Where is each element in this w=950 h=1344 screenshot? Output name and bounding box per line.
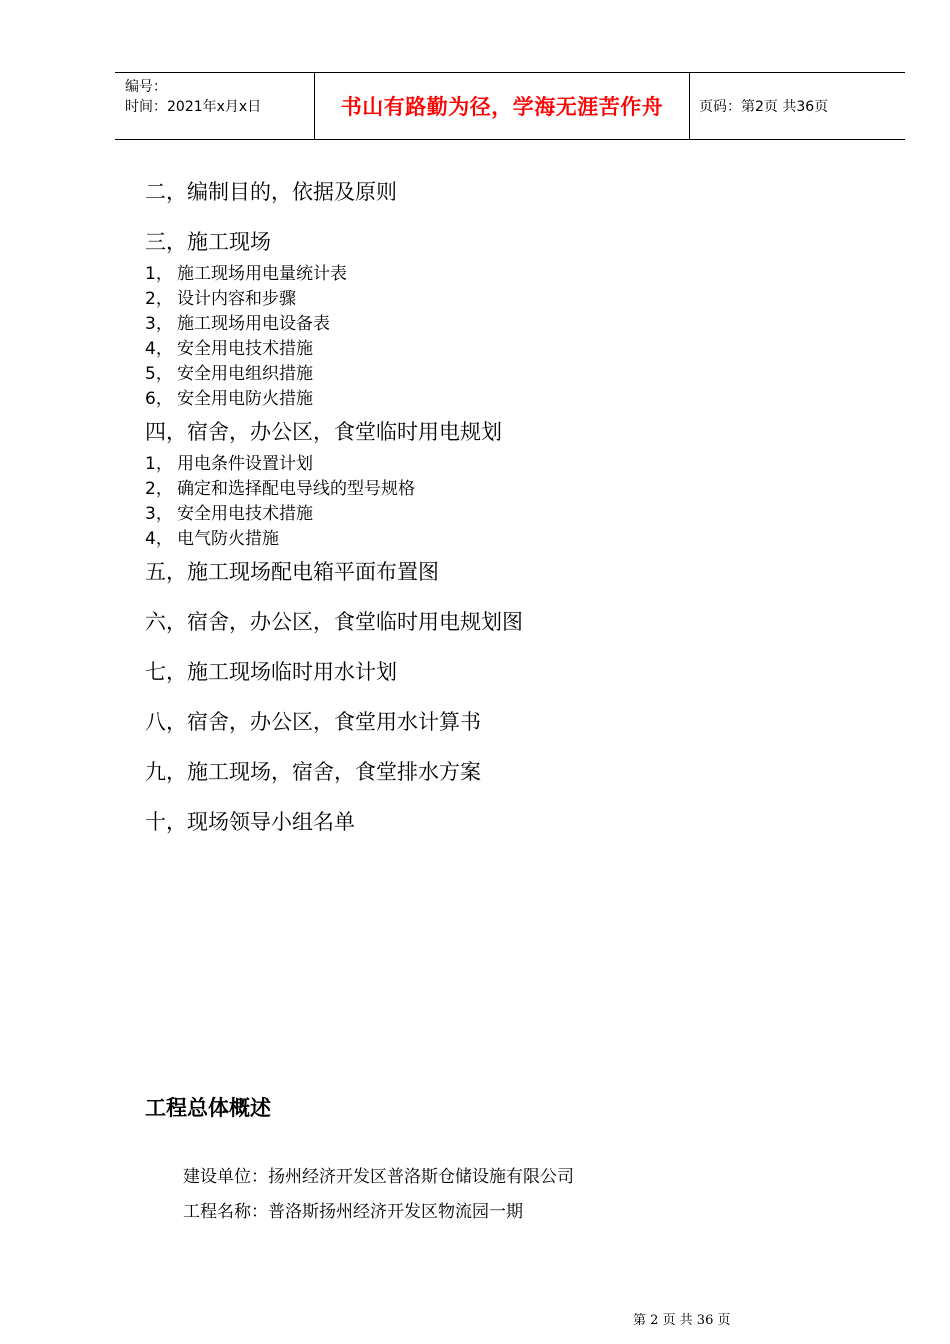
toc-section-5: 五，施工现场配电箱平面布置图 [145, 560, 439, 584]
toc-section-4: 四，宿舍，办公区，食堂临时用电规划 [145, 420, 502, 444]
toc-item [145, 387, 845, 412]
toc-item-text: 安全用电组织措施 [177, 364, 313, 384]
toc-section-10: 十，现场领导小组名单 [145, 810, 355, 834]
toc-item-number: 3， [145, 504, 173, 524]
toc-item-number: 2， [145, 289, 173, 309]
toc-item-text: 确定和选择配电导线的型号规格 [177, 479, 415, 499]
toc-item-number: 6， [145, 389, 173, 409]
toc-item [145, 262, 845, 287]
toc-item-number: 5， [145, 364, 173, 384]
toc-item-text: 安全用电技术措施 [177, 504, 313, 524]
toc-item-text: 安全用电技术措施 [177, 339, 313, 359]
document-header [115, 72, 905, 140]
toc-item-number: 3， [145, 314, 173, 334]
toc-item [145, 502, 845, 527]
toc-item-text: 施工现场用电量统计表 [177, 264, 347, 284]
page-footer: 第 2 页 共 36 页 [633, 1313, 731, 1328]
toc-item [145, 312, 845, 337]
header-meta [115, 73, 315, 139]
toc-item-text: 施工现场用电设备表 [177, 314, 330, 334]
toc-item-text: 设计内容和步骤 [177, 289, 296, 309]
toc-section-4-items [145, 452, 845, 552]
header-page-info: 页码：第2页 共36页 [699, 99, 829, 115]
toc-section-9: 九，施工现场，宿舍，食堂排水方案 [145, 760, 481, 784]
toc-item-text: 用电条件设置计划 [177, 454, 313, 474]
doc-time-label: 时间：2021年x月x日 [125, 99, 262, 115]
toc-item-number: 1， [145, 454, 173, 474]
toc-item-number: 1， [145, 264, 173, 284]
toc-section-8: 八，宿舍，办公区，食堂用水计算书 [145, 710, 481, 734]
toc-item [145, 337, 845, 362]
overview-construction-unit: 建设单位：扬州经济开发区普洛斯仓储设施有限公司 [183, 1167, 574, 1187]
header-page-cell [690, 73, 905, 139]
header-motto-cell [315, 73, 690, 139]
toc-item [145, 362, 845, 387]
table-of-contents [145, 172, 845, 842]
toc-item-text: 安全用电防火措施 [177, 389, 313, 409]
toc-item [145, 477, 845, 502]
toc-item [145, 287, 845, 312]
doc-number-label: 编号： [125, 79, 167, 95]
toc-item-number: 4， [145, 529, 173, 549]
toc-section-3: 三，施工现场 [145, 230, 271, 254]
toc-item-number: 2， [145, 479, 173, 499]
toc-section-3-items [145, 262, 845, 412]
header-motto: 书山有路勤为径，学海无涯苦作舟 [340, 95, 664, 119]
toc-item-number: 4， [145, 339, 173, 359]
toc-section-6: 六，宿舍，办公区，食堂临时用电规划图 [145, 610, 523, 634]
toc-item [145, 527, 845, 552]
toc-section-7: 七，施工现场临时用水计划 [145, 660, 397, 684]
toc-item [145, 452, 845, 477]
overview-title: 工程总体概述 [145, 1096, 271, 1120]
toc-item-text: 电气防火措施 [177, 529, 279, 549]
toc-section-2: 二，编制目的，依据及原则 [145, 180, 397, 204]
overview-project-name: 工程名称：普洛斯扬州经济开发区物流园一期 [183, 1202, 523, 1222]
